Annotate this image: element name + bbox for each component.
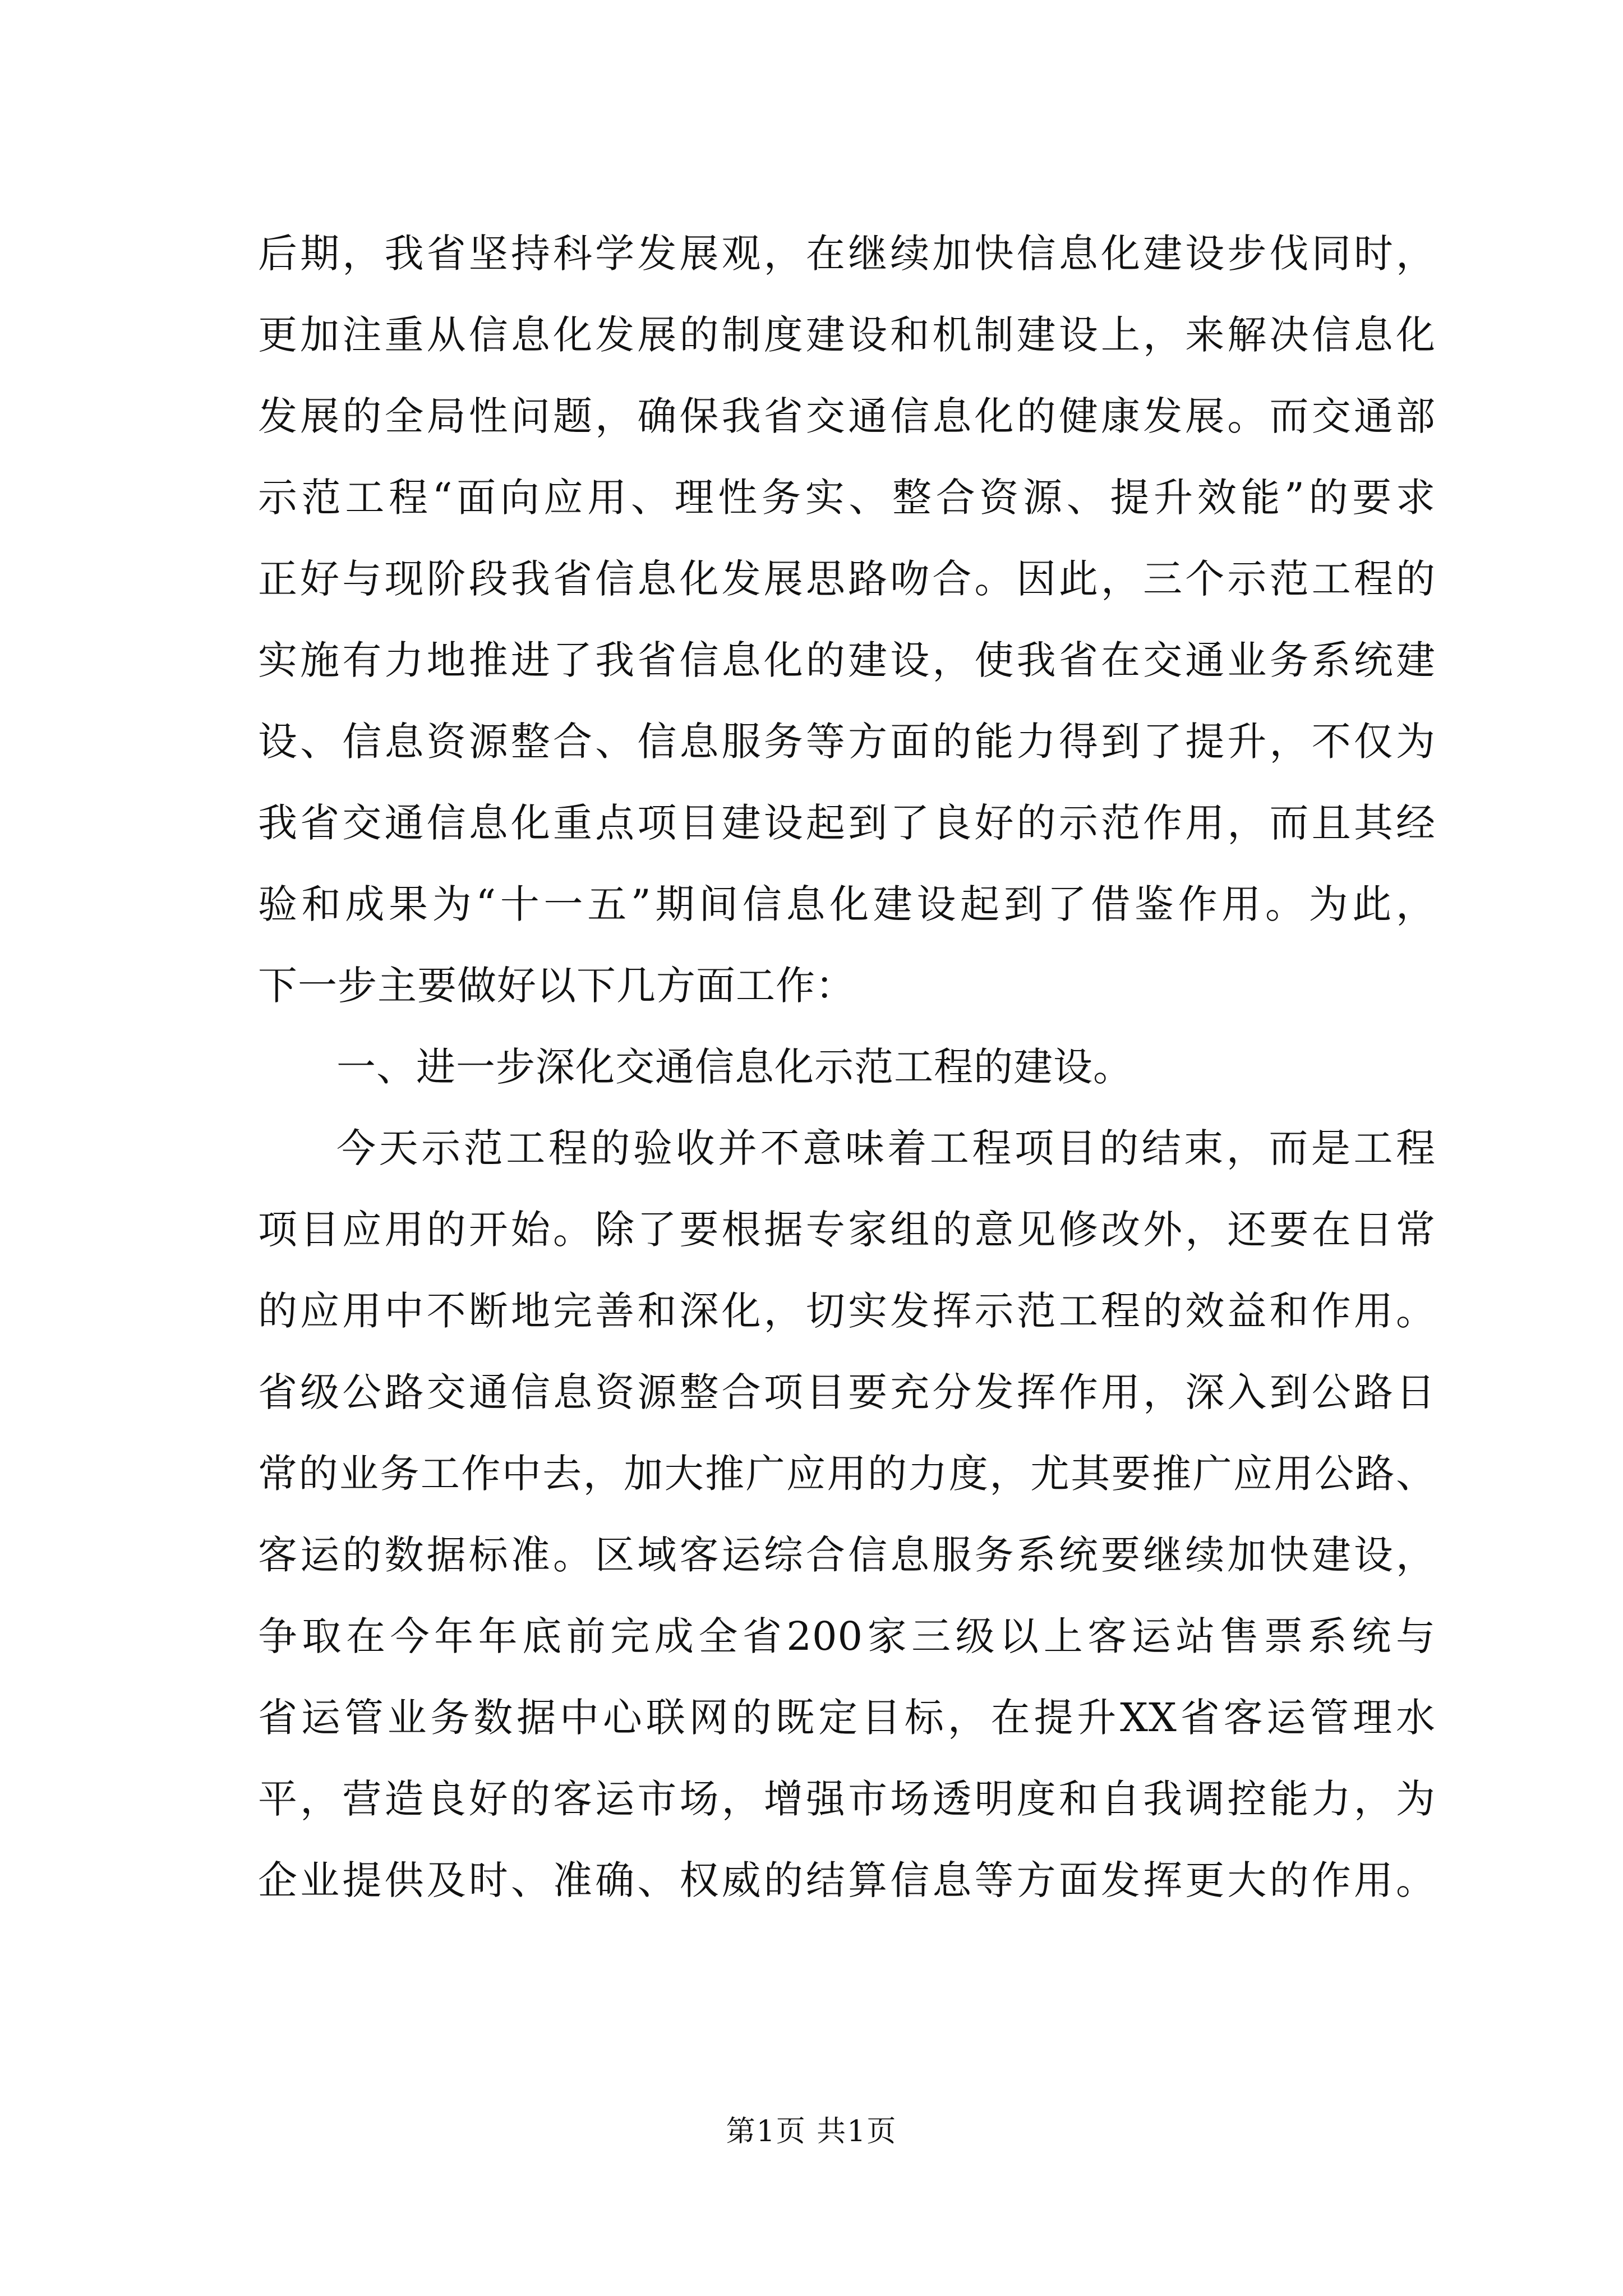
- text-line: 常的业务工作中去，加大推广应用的力度，尤其要推广应用公路、: [258, 1451, 1436, 1497]
- text-line: 示范工程“面向应用、理性务实、整合资源、提升效能”的要求: [258, 475, 1436, 521]
- section-heading: 一、进一步深化交通信息化示范工程的建设。: [336, 1044, 1133, 1090]
- text-line: 发展的全局性问题，确保我省交通信息化的健康发展。而交通部: [258, 393, 1436, 439]
- text-line: 正好与现阶段我省信息化发展思路吻合。因此，三个示范工程的: [258, 556, 1436, 602]
- text-line: 今天示范工程的验收并不意味着工程项目的结束，而是工程: [336, 1125, 1436, 1171]
- text-line: 更加注重从信息化发展的制度建设和机制建设上，来解决信息化: [258, 312, 1436, 358]
- text-line: 的应用中不断地完善和深化，切实发挥示范工程的效益和作用。: [258, 1288, 1436, 1334]
- text-line: 项目应用的开始。除了要根据专家组的意见修改外，还要在日常: [258, 1207, 1436, 1253]
- text-line: 平，营造良好的客运市场，增强市场透明度和自我调控能力，为: [258, 1776, 1436, 1822]
- text-line: 客运的数据标准。区域客运综合信息服务系统要继续加快建设，: [258, 1532, 1436, 1578]
- text-line: 争取在今年年底前完成全省200家三级以上客运站售票系统与: [258, 1613, 1436, 1659]
- text-line: 设、信息资源整合、信息服务等方面的能力得到了提升，不仅为: [258, 719, 1436, 765]
- text-line: 下一步主要做好以下几方面工作：: [258, 963, 855, 1009]
- text-line: 省级公路交通信息资源整合项目要充分发挥作用，深入到公路日: [258, 1369, 1436, 1415]
- text-line: 我省交通信息化重点项目建设起到了良好的示范作用，而且其经: [258, 800, 1436, 846]
- text-line: 企业提供及时、准确、权威的结算信息等方面发挥更大的作用。: [258, 1857, 1436, 1903]
- text-line: 实施有力地推进了我省信息化的建设，使我省在交通业务系统建: [258, 637, 1436, 683]
- page-footer: 第1页 共1页: [726, 2115, 897, 2148]
- text-line: 省运管业务数据中心联网的既定目标，在提升XX省客运管理水: [258, 1695, 1436, 1741]
- text-line: 验和成果为“十一五”期间信息化建设起到了借鉴作用。为此，: [258, 881, 1436, 927]
- text-line: 后期，我省坚持科学发展观，在继续加快信息化建设步伐同时，: [258, 231, 1436, 277]
- body-text: [258, 213, 1436, 1921]
